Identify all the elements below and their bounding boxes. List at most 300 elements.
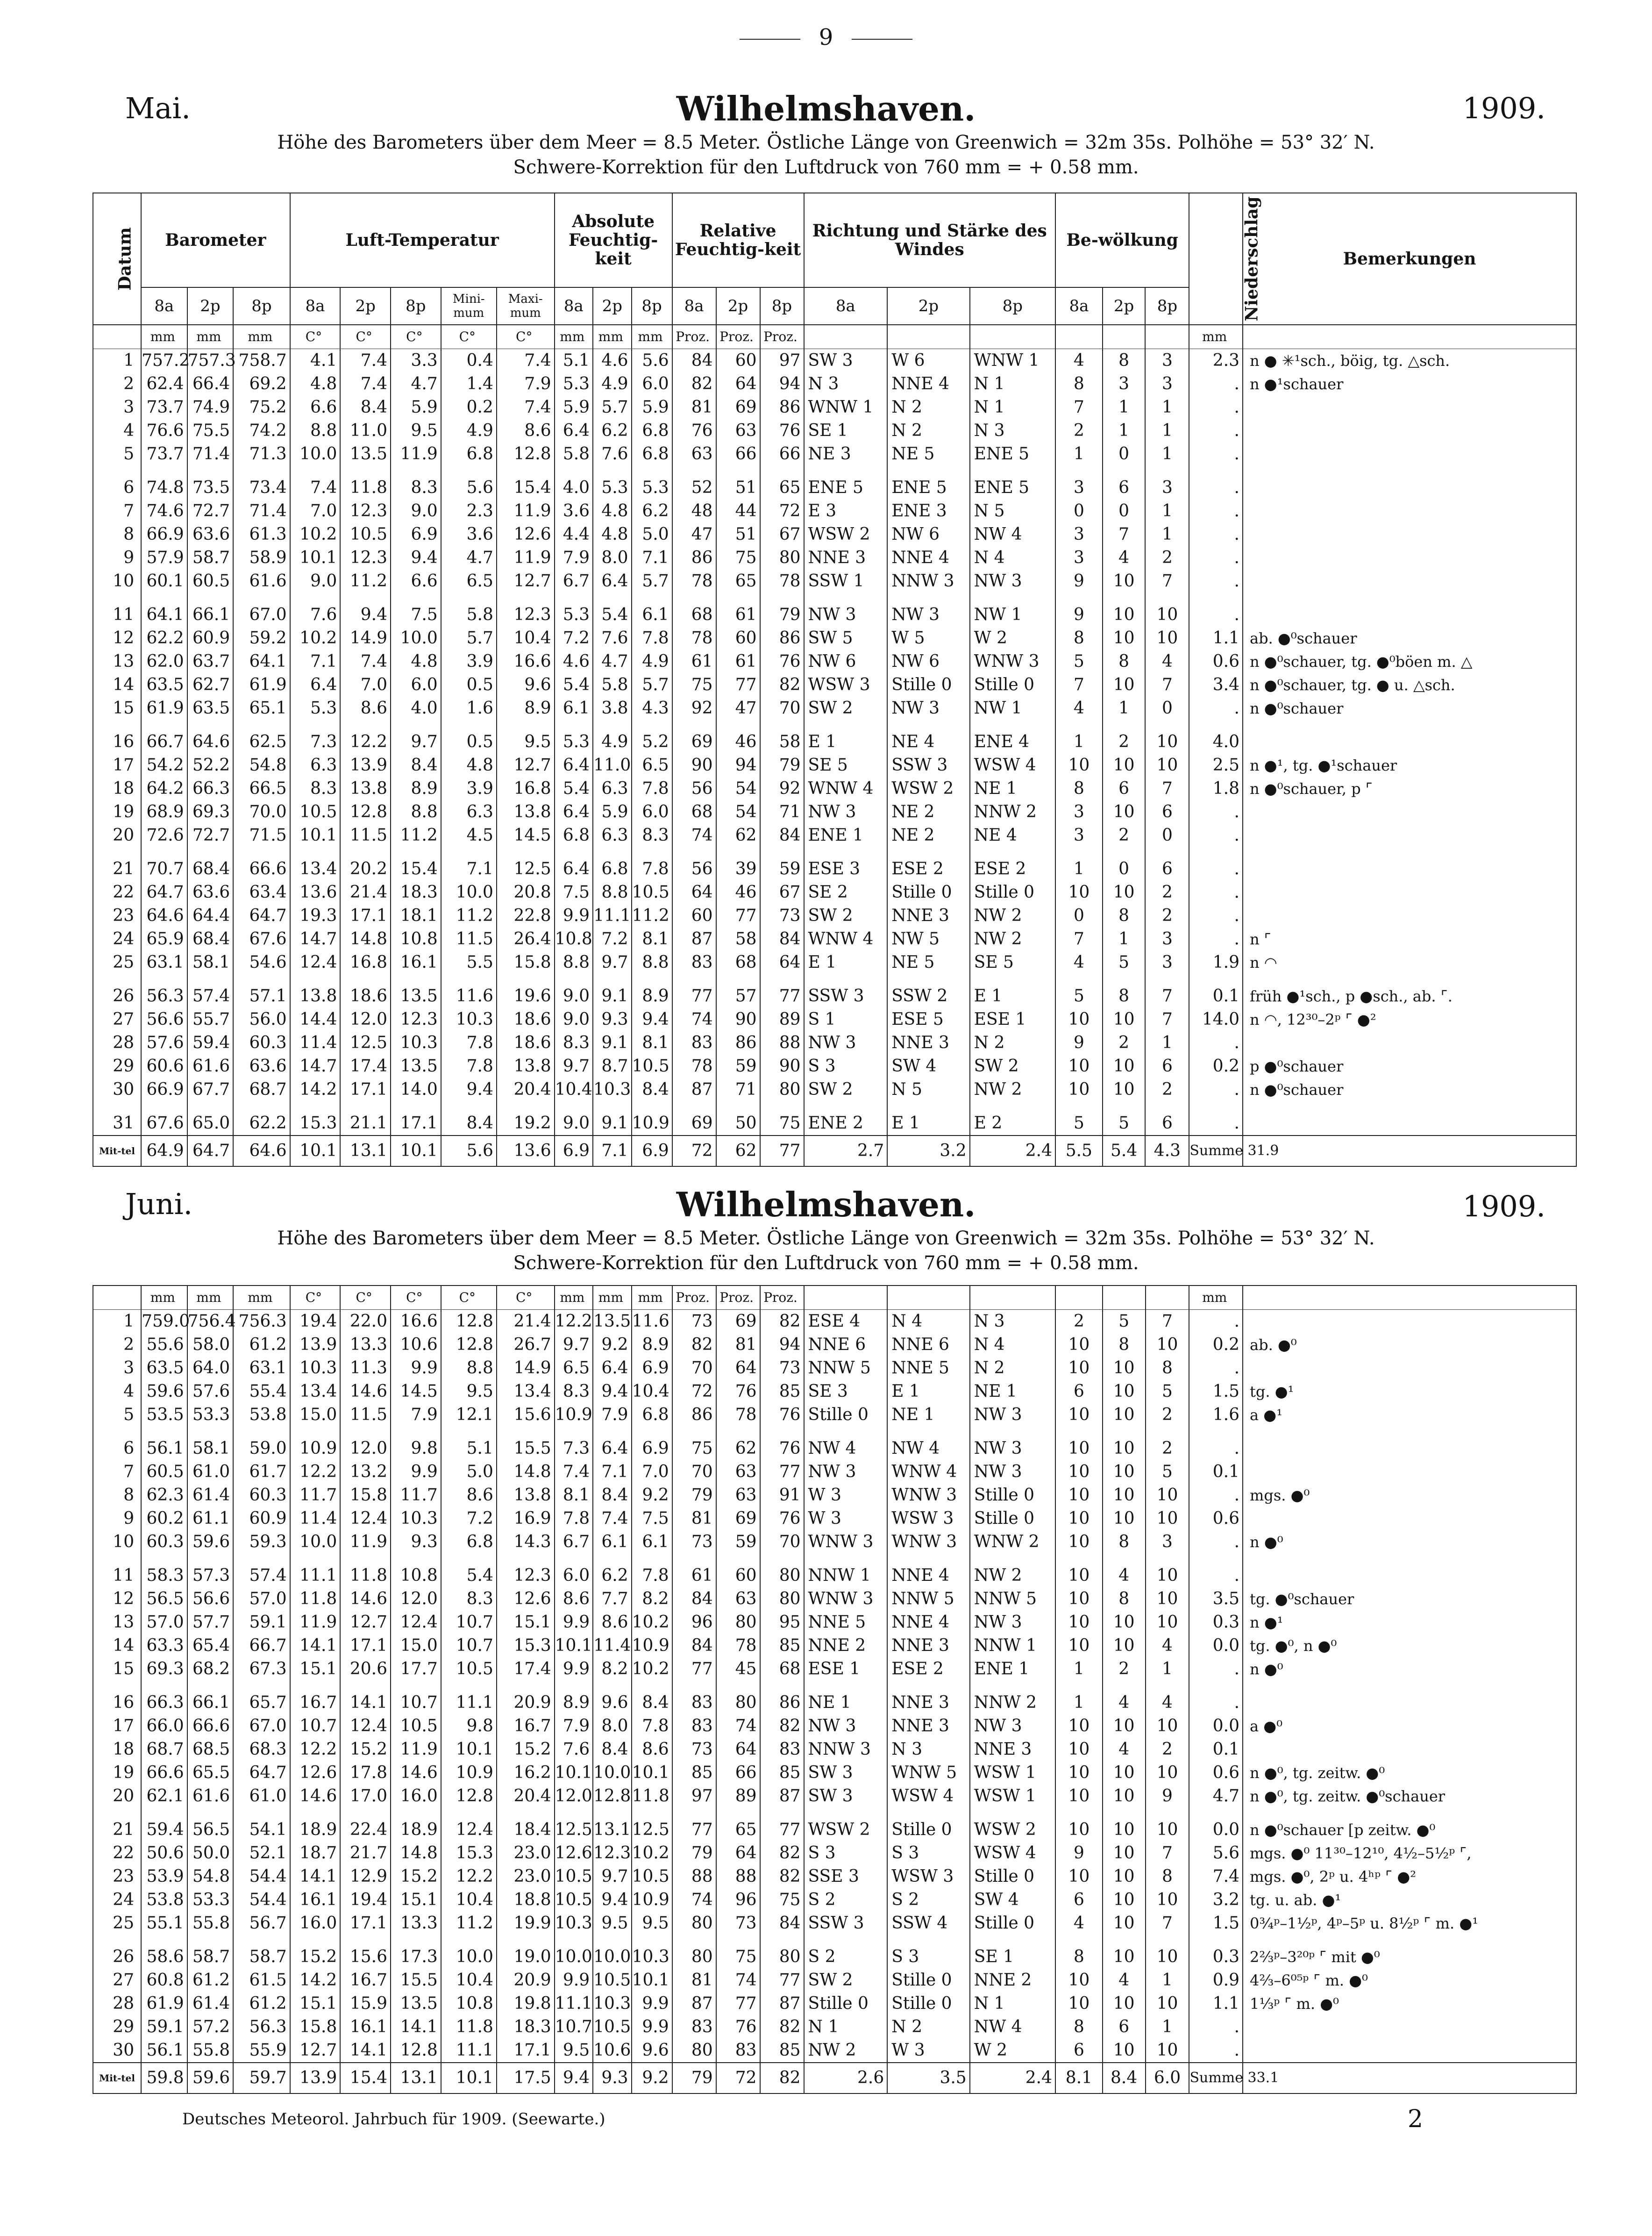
spacer-cell — [716, 466, 760, 476]
value-cell: 9.0 — [391, 500, 441, 523]
value-cell: 13.8 — [497, 1055, 555, 1078]
value-cell: 66 — [760, 443, 804, 466]
remark-cell: 2⅔ᵖ–3²⁰ᵖ ⌜ mit ●⁰ — [1243, 1945, 1576, 1969]
value-cell: 10 — [1055, 1761, 1103, 1785]
value-cell: 14.8 — [391, 1842, 441, 1865]
value-cell: 7.9 — [391, 1403, 441, 1427]
mittel-value: 59.7 — [233, 2063, 290, 2093]
value-cell: 10.1 — [632, 1969, 672, 1992]
value-cell: 5.9 — [632, 396, 672, 419]
value-cell: 5.3 — [555, 603, 593, 627]
value-cell: 60.3 — [233, 1484, 290, 1507]
value-cell: 17.1 — [391, 1112, 441, 1136]
spacer-cell — [760, 593, 804, 603]
mittel-value: 3.2 — [887, 1136, 969, 1166]
value-cell: N 4 — [970, 1333, 1055, 1357]
value-cell: 15.5 — [391, 1969, 441, 1992]
value-cell: NE 1 — [804, 1691, 888, 1715]
value-cell: 8.3 — [555, 1031, 593, 1055]
value-cell: 13.5 — [391, 1055, 441, 1078]
value-cell: 4 — [1103, 1738, 1146, 1761]
value-cell: 6.5 — [632, 754, 672, 777]
value-cell: 4.0 — [391, 697, 441, 720]
value-cell: 83 — [672, 1715, 716, 1738]
value-cell: 4.8 — [391, 650, 441, 673]
value-cell: 9 — [1146, 1785, 1189, 1808]
value-cell: 4 — [1146, 1691, 1189, 1715]
spacer-cell — [340, 593, 391, 603]
value-cell: 83 — [672, 1691, 716, 1715]
month-label-june: Juni. — [125, 1187, 193, 1221]
value-cell: 11.9 — [391, 1738, 441, 1761]
value-cell: WSW 1 — [970, 1785, 1055, 1808]
remark-cell: n ●⁰schauer, tg. ● u. △sch. — [1243, 673, 1576, 697]
value-cell: 60 — [716, 349, 760, 373]
spacer-cell — [391, 720, 441, 730]
value-cell: 8.6 — [340, 697, 391, 720]
value-cell: 7 — [1145, 985, 1189, 1008]
spacer-cell — [233, 1427, 290, 1437]
spacer-cell — [391, 847, 441, 857]
value-cell: 17.1 — [340, 1078, 391, 1101]
spacer-cell — [760, 847, 804, 857]
spacer-cell — [441, 847, 497, 857]
spacer-cell — [593, 847, 631, 857]
value-cell: 61.0 — [233, 1785, 290, 1808]
value-cell: 59.3 — [233, 1530, 290, 1554]
value-cell: 7.2 — [593, 928, 631, 951]
value-cell: 10.2 — [632, 1657, 672, 1681]
value-cell: 53.8 — [141, 1888, 187, 1912]
spacer-cell — [1146, 1427, 1189, 1437]
time-8a: 8a — [290, 287, 341, 325]
value-cell: 0.5 — [441, 730, 497, 754]
value-cell: 7.5 — [555, 881, 593, 904]
value-cell: 17.3 — [391, 1945, 441, 1969]
value-cell: 7.8 — [632, 1564, 672, 1587]
value-cell: 8.4 — [391, 754, 441, 777]
value-cell: 10.8 — [391, 928, 441, 951]
value-cell: 11.2 — [340, 570, 391, 593]
value-cell: 54.6 — [233, 951, 290, 974]
value-cell: 63 — [716, 1460, 760, 1484]
value-cell: 54.2 — [141, 754, 187, 777]
value-cell: 12.7 — [497, 570, 555, 593]
value-cell: 64 — [716, 1357, 760, 1380]
value-cell: 67.3 — [233, 1657, 290, 1681]
value-cell: 18.3 — [497, 2015, 555, 2039]
value-cell: . — [1189, 443, 1243, 466]
value-cell: 55.1 — [141, 1912, 187, 1935]
value-cell: NNE 4 — [887, 1564, 969, 1587]
value-cell: 10 — [1146, 1611, 1189, 1634]
value-cell: 5.2 — [632, 730, 672, 754]
value-cell: 10 — [1103, 754, 1146, 777]
value-cell: 21.1 — [340, 1112, 391, 1136]
value-cell: 10 — [1103, 1945, 1146, 1969]
value-cell: 1 — [1055, 1657, 1103, 1681]
value-cell: 84 — [672, 349, 716, 373]
value-cell: . — [1189, 570, 1243, 593]
value-cell: 16.8 — [497, 777, 555, 800]
value-cell: 6.2 — [593, 419, 631, 443]
table-row — [93, 396, 1576, 419]
remark-cell: n ◠ — [1243, 951, 1576, 974]
value-cell: 15.0 — [391, 1634, 441, 1657]
col-maximum: Maxi-mum — [497, 287, 555, 325]
spacer-cell — [141, 1935, 187, 1945]
value-cell: 1.6 — [1189, 1403, 1243, 1427]
remark-cell — [1243, 419, 1576, 443]
value-cell: NNW 1 — [970, 1634, 1055, 1657]
value-cell: 6.4 — [593, 1437, 631, 1460]
time-8a: 8a — [804, 287, 888, 325]
value-cell: 6.8 — [632, 1403, 672, 1427]
value-cell: 77 — [716, 673, 760, 697]
day-cell: 10 — [93, 570, 141, 593]
value-cell: NW 6 — [804, 650, 888, 673]
value-cell: 0.5 — [441, 673, 497, 697]
value-cell: 2 — [1055, 1310, 1103, 1334]
spacer-cell — [441, 720, 497, 730]
value-cell: 4.1 — [290, 349, 341, 373]
value-cell: 11.7 — [391, 1484, 441, 1507]
spacer-cell — [555, 1427, 593, 1437]
value-cell: 11.7 — [290, 1484, 341, 1507]
value-cell: 4 — [1055, 1912, 1103, 1935]
remark-cell: 1⅓ᵖ ⌜ m. ●⁰ — [1243, 1992, 1576, 2015]
value-cell: 76 — [760, 419, 804, 443]
spacer-cell — [187, 593, 234, 603]
remark-cell — [1243, 476, 1576, 500]
value-cell: 10.0 — [441, 881, 497, 904]
remark-cell — [1243, 523, 1576, 546]
value-cell: 8 — [1103, 349, 1146, 373]
table-row — [93, 928, 1576, 951]
value-cell: 11.3 — [340, 1357, 391, 1380]
spacer-cell — [441, 1935, 497, 1945]
table-row — [93, 627, 1576, 650]
value-cell: 77 — [672, 985, 716, 1008]
value-cell: 11.0 — [593, 754, 631, 777]
spacer-cell — [1055, 1681, 1103, 1691]
value-cell: 10 — [1103, 1460, 1146, 1484]
spacer-cell — [1055, 1554, 1103, 1564]
time-8p: 8p — [970, 287, 1055, 325]
value-cell: 19.4 — [340, 1888, 391, 1912]
station-title-june: Wilhelmshaven. — [676, 1185, 976, 1224]
value-cell: 6.3 — [290, 754, 341, 777]
value-cell: NW 3 — [970, 1460, 1055, 1484]
value-cell: 8.9 — [632, 985, 672, 1008]
value-cell: 0.9 — [1189, 1969, 1243, 1992]
value-cell: 0.2 — [1189, 1055, 1243, 1078]
value-cell: 80 — [672, 1912, 716, 1935]
value-cell: 10 — [1103, 1842, 1146, 1865]
spacer-cell — [760, 1554, 804, 1564]
value-cell: 9.1 — [593, 1031, 631, 1055]
value-cell: 9.0 — [555, 1008, 593, 1031]
spacer-cell — [1103, 1554, 1146, 1564]
value-cell: 6.2 — [632, 500, 672, 523]
value-cell: 2 — [1055, 419, 1103, 443]
value-cell: 72.7 — [187, 824, 234, 847]
value-cell: 14.1 — [340, 1691, 391, 1715]
value-cell: 6.0 — [555, 1564, 593, 1587]
value-cell: 85 — [672, 1761, 716, 1785]
value-cell: 61.2 — [233, 1333, 290, 1357]
value-cell: 1 — [1103, 419, 1146, 443]
value-cell: 10 — [1103, 1380, 1146, 1403]
value-cell: 61.6 — [187, 1785, 234, 1808]
table-row — [93, 800, 1576, 824]
value-cell: 67.0 — [233, 1715, 290, 1738]
remark-cell — [1243, 396, 1576, 419]
spacer-cell — [887, 1808, 969, 1818]
spacer-cell — [672, 1808, 716, 1818]
spacer-cell — [93, 593, 141, 603]
value-cell: 2 — [1103, 824, 1146, 847]
value-cell: 4.8 — [290, 372, 341, 396]
value-cell: SW 2 — [804, 697, 888, 720]
value-cell: 88 — [716, 1865, 760, 1888]
units-cell: C° — [391, 1286, 441, 1310]
value-cell: 59.1 — [233, 1611, 290, 1634]
spacer-cell — [391, 1554, 441, 1564]
remark-cell: n ●⁰ — [1243, 1530, 1576, 1554]
value-cell: 10 — [1103, 1403, 1146, 1427]
value-cell: 4.6 — [555, 650, 593, 673]
units-cell: mm — [1189, 325, 1243, 349]
value-cell: 5.0 — [632, 523, 672, 546]
units-cell: mm — [233, 1286, 290, 1310]
mittel-value: 10.1 — [441, 2063, 497, 2093]
value-cell: 22.8 — [497, 904, 555, 928]
spacer-cell — [1189, 1935, 1243, 1945]
value-cell: 19.4 — [290, 1310, 341, 1334]
value-cell: 8.4 — [632, 1078, 672, 1101]
value-cell: 85 — [760, 1761, 804, 1785]
value-cell: 8.8 — [632, 951, 672, 974]
spacer-cell — [233, 1935, 290, 1945]
value-cell: NNW 2 — [970, 1691, 1055, 1715]
value-cell: 83 — [672, 2015, 716, 2039]
subtitle-june-2: Schwere-Korrektion für den Luftdruck von 760 mm = + 0.58 mm. — [513, 1252, 1139, 1274]
value-cell: 8.9 — [391, 777, 441, 800]
value-cell: 7.6 — [593, 443, 631, 466]
units-cell: C° — [441, 1286, 497, 1310]
spacer-cell — [1103, 1101, 1146, 1112]
value-cell: 75 — [672, 1437, 716, 1460]
value-cell: 64 — [716, 1842, 760, 1865]
value-cell: 54.8 — [233, 754, 290, 777]
value-cell: 62.3 — [141, 1484, 187, 1507]
day-cell: 17 — [93, 1715, 141, 1738]
spacer-cell — [497, 1101, 555, 1112]
col-datum: Datum — [93, 193, 141, 325]
value-cell: 62.0 — [141, 650, 187, 673]
value-cell: 10.8 — [555, 928, 593, 951]
value-cell: S 3 — [804, 1842, 888, 1865]
units-cell: mm — [141, 1286, 187, 1310]
spacer-cell — [1055, 593, 1103, 603]
value-cell: 10 — [1103, 1437, 1146, 1460]
footer-sheet-number: 2 — [1407, 2105, 1423, 2133]
spacer-cell — [887, 466, 969, 476]
value-cell: 4 — [1055, 697, 1103, 720]
value-cell: NE 4 — [970, 824, 1055, 847]
row-spacer — [93, 1554, 1576, 1564]
value-cell: 20.2 — [340, 857, 391, 881]
spacer-cell — [1055, 466, 1103, 476]
remark-cell — [1243, 2015, 1576, 2039]
col-wind: Richtung und Stärke des Windes — [804, 193, 1055, 287]
table-row — [93, 1484, 1576, 1507]
value-cell: 63.1 — [141, 951, 187, 974]
value-cell: 10 — [1146, 1484, 1189, 1507]
value-cell: SW 3 — [804, 1761, 888, 1785]
value-cell: 9.7 — [555, 1333, 593, 1357]
spacer-cell — [593, 1101, 631, 1112]
time-2p: 2p — [187, 287, 234, 325]
spacer-cell — [187, 1427, 234, 1437]
value-cell: 13.4 — [290, 1380, 341, 1403]
remark-cell — [1243, 603, 1576, 627]
value-cell: 83 — [760, 1738, 804, 1761]
value-cell: 57.1 — [233, 985, 290, 1008]
value-cell: . — [1189, 500, 1243, 523]
remark-cell — [1243, 857, 1576, 881]
table-row — [93, 2015, 1576, 2039]
value-cell: NW 3 — [970, 1715, 1055, 1738]
value-cell: 71.4 — [187, 443, 234, 466]
value-cell: 57.0 — [233, 1587, 290, 1611]
value-cell: 15.8 — [340, 1484, 391, 1507]
value-cell: 758.7 — [233, 349, 290, 373]
value-cell: 15.2 — [497, 1738, 555, 1761]
remark-cell: ab. ●⁰ — [1243, 1333, 1576, 1357]
spacer-cell — [555, 593, 593, 603]
value-cell: 0.2 — [1189, 1333, 1243, 1357]
value-cell: Stille 0 — [887, 1992, 969, 2015]
value-cell: 70 — [760, 697, 804, 720]
value-cell: NW 3 — [804, 1715, 888, 1738]
value-cell: . — [1189, 372, 1243, 396]
value-cell: 3 — [1055, 523, 1103, 546]
day-cell: 14 — [93, 673, 141, 697]
value-cell: NW 2 — [804, 2039, 888, 2063]
remark-cell: n ●¹, tg. ●¹schauer — [1243, 754, 1576, 777]
value-cell: 8.6 — [555, 1587, 593, 1611]
remark-cell — [1243, 730, 1576, 754]
value-cell: 13.9 — [290, 1333, 341, 1357]
remark-cell: n ⌜ — [1243, 928, 1576, 951]
value-cell: ENE 1 — [804, 824, 888, 847]
value-cell: 10.3 — [593, 1992, 631, 2015]
value-cell: 8 — [1103, 650, 1146, 673]
mittel-value: 5.5 — [1055, 1136, 1103, 1166]
value-cell: 74.8 — [141, 476, 187, 500]
value-cell: 13.6 — [290, 881, 341, 904]
value-cell: SE 1 — [970, 1945, 1055, 1969]
value-cell: 13.3 — [340, 1333, 391, 1357]
value-cell: 79 — [672, 1484, 716, 1507]
value-cell: 15.1 — [391, 1888, 441, 1912]
spacer-cell — [887, 1554, 969, 1564]
value-cell: 5 — [1055, 1112, 1103, 1136]
spacer-cell — [290, 1681, 341, 1691]
value-cell: 63.5 — [141, 673, 187, 697]
value-cell: 52.2 — [187, 754, 234, 777]
value-cell: 94 — [760, 372, 804, 396]
value-cell: 63.4 — [233, 881, 290, 904]
spacer-cell — [804, 593, 888, 603]
spacer-cell — [141, 593, 187, 603]
value-cell: 3 — [1146, 1530, 1189, 1554]
value-cell: SE 1 — [804, 419, 888, 443]
value-cell: 80 — [760, 1945, 804, 1969]
value-cell: 22.4 — [340, 1818, 391, 1842]
value-cell: W 3 — [804, 1507, 888, 1530]
spacer-cell — [1189, 466, 1243, 476]
spacer-cell — [1103, 974, 1146, 985]
value-cell: 10.2 — [290, 627, 341, 650]
value-cell: 4.3 — [632, 697, 672, 720]
table-row — [93, 570, 1576, 593]
value-cell: 78 — [760, 570, 804, 593]
value-cell: 13.8 — [290, 985, 341, 1008]
value-cell: 83 — [672, 1031, 716, 1055]
value-cell: 19.6 — [497, 985, 555, 1008]
spacer-cell — [391, 1681, 441, 1691]
value-cell: 54.8 — [187, 1865, 234, 1888]
value-cell: 10.3 — [555, 1912, 593, 1935]
value-cell: 55.8 — [187, 2039, 234, 2063]
value-cell: Stille 0 — [887, 1969, 969, 1992]
value-cell: 0.0 — [1189, 1715, 1243, 1738]
remark-cell: n ●⁰, tg. zeitw. ●⁰schauer — [1243, 1785, 1576, 1808]
value-cell: 12.3 — [340, 546, 391, 570]
value-cell: 5.5 — [441, 951, 497, 974]
mittel-value: 9.2 — [632, 2063, 672, 2093]
value-cell: 77 — [716, 904, 760, 928]
value-cell: 60.8 — [141, 1969, 187, 1992]
mittel-value: 7.1 — [593, 1136, 631, 1166]
spacer-cell — [1189, 1681, 1243, 1691]
value-cell: 76 — [716, 1380, 760, 1403]
value-cell: 15.5 — [497, 1437, 555, 1460]
value-cell: N 3 — [887, 1738, 969, 1761]
value-cell: 67 — [760, 881, 804, 904]
value-cell: 70 — [672, 1460, 716, 1484]
value-cell: 8.3 — [290, 777, 341, 800]
value-cell: 72.6 — [141, 824, 187, 847]
value-cell: 10 — [1103, 1611, 1146, 1634]
spacer-cell — [497, 1681, 555, 1691]
value-cell: 81 — [672, 1969, 716, 1992]
value-cell: 10 — [1055, 1078, 1103, 1101]
value-cell: 17.1 — [497, 2039, 555, 2063]
day-cell: 21 — [93, 1818, 141, 1842]
value-cell: 11.5 — [340, 1403, 391, 1427]
value-cell: 59.6 — [141, 1380, 187, 1403]
value-cell: 3 — [1055, 824, 1103, 847]
value-cell: 6.0 — [632, 372, 672, 396]
value-cell: Stille 0 — [887, 881, 969, 904]
value-cell: 61.3 — [233, 523, 290, 546]
day-cell: 22 — [93, 1842, 141, 1865]
spacer-cell — [391, 1101, 441, 1112]
